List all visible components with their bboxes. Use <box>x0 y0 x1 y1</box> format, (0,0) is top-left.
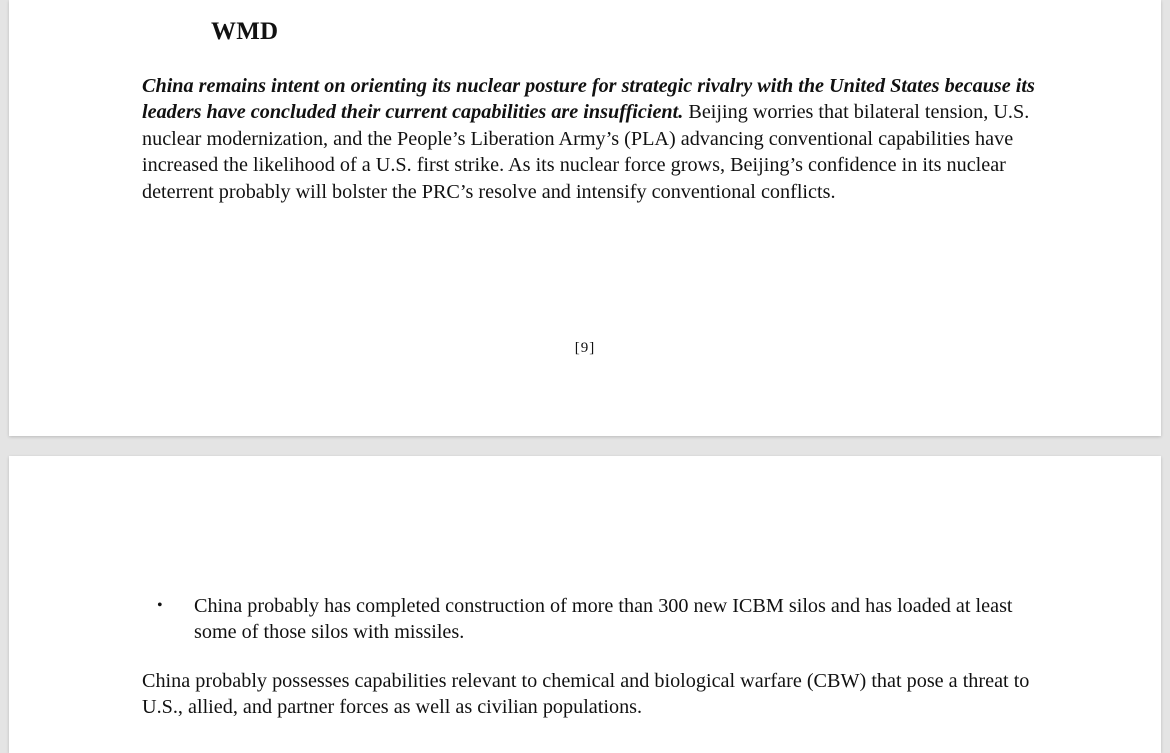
bullet-icon: • <box>157 597 163 614</box>
document-page-9 <box>9 0 1161 436</box>
page-number: [9] <box>574 340 596 356</box>
cbw-paragraph: China probably possesses capabilities relevant to chemical and biological warfare (CBW) that pose a threat to U.S., allied, and partner forces as well as civilian populations. <box>142 670 1030 719</box>
bullet-list-item <box>157 593 1037 646</box>
wmd-paragraph <box>142 73 1037 205</box>
section-heading: WMD <box>211 18 279 45</box>
paragraph-lead-sentence: China remains intent on orienting its nuclear posture for strategic rivalry with the United States because its leaders have concluded their current capabilities are insufficient. <box>142 75 1035 124</box>
bullet-text: China probably has completed construction of more than 300 new ICBM silos and has loaded at least some of those silos with missiles. <box>194 595 1013 644</box>
paragraph-body: Beijing worries that bilateral tension, U.S. nuclear modernization, and the People’s Liberation Army’s (PLA) advancing conventional capabilities have increased the likelihood of a U.S. first strike. As its nuclear force grows, Beijing’s confidence in its nuclear deterrent probably will bolster the PRC’s resolve and intensify conventional conflicts. <box>142 101 1030 203</box>
document-page-10 <box>9 456 1161 753</box>
